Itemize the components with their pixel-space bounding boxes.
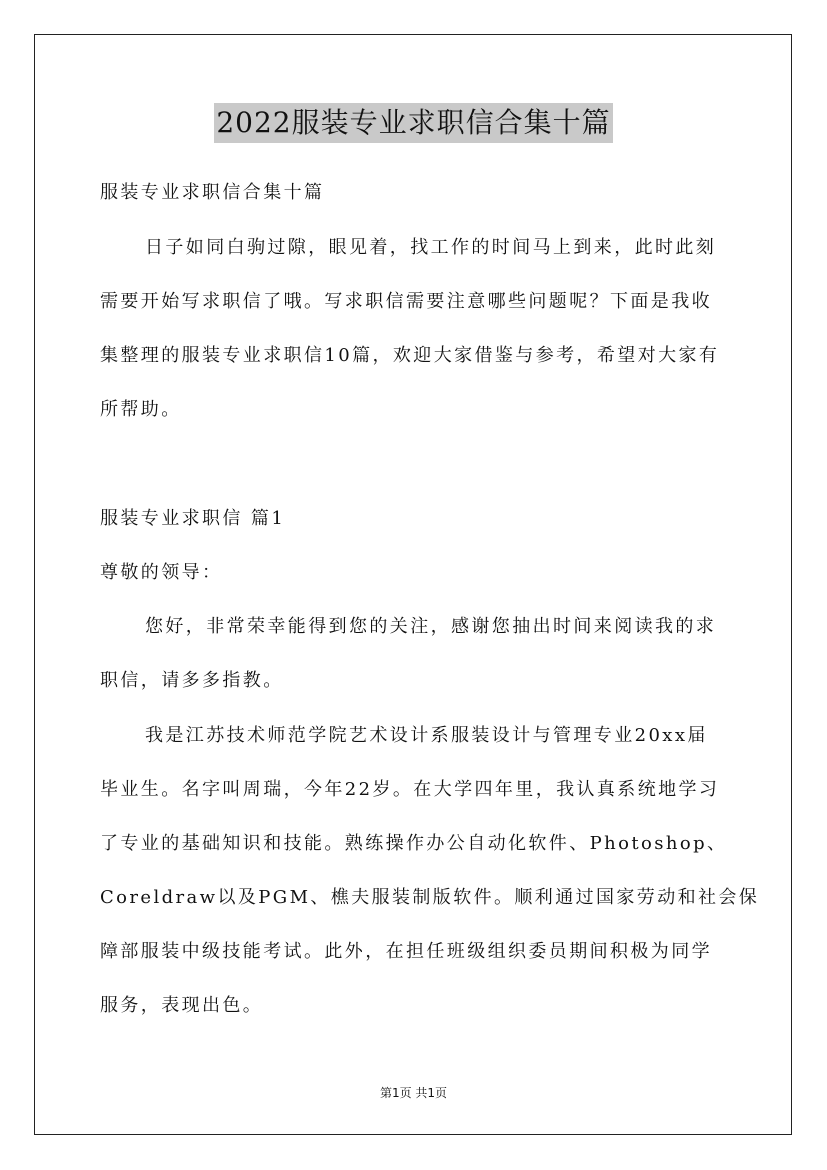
para2-line-3: 了专业的基础知识和技能。熟练操作办公自动化软件、Photoshop、: [100, 833, 728, 854]
salutation: 尊敬的领导：: [100, 562, 223, 583]
section-heading: 服装专业求职信 篇1: [100, 508, 286, 529]
para2-line-2: 毕业生。名字叫周瑞，今年22岁。在大学四年里，我认真系统地学习: [100, 779, 720, 800]
intro-line-3: 集整理的服装专业求职信10篇，欢迎大家借鉴与参考，希望对大家有: [100, 345, 720, 366]
title-container: [0, 103, 827, 143]
para2-line-6: 服务，表现出色。: [100, 995, 264, 1016]
para1-line-1: 您好，非常荣幸能得到您的关注，感谢您抽出时间来阅读我的求: [145, 616, 717, 637]
intro-line-2: 需要开始写求职信了哦。写求职信需要注意哪些问题呢？下面是我收: [100, 291, 712, 312]
intro-line-1: 日子如同白驹过隙，眼见着，找工作的时间马上到来，此时此刻: [145, 237, 717, 258]
para2-line-4: Coreldraw以及PGM、樵夫服装制版软件。顺利通过国家劳动和社会保: [100, 887, 760, 908]
intro-line-4: 所帮助。: [100, 399, 182, 420]
subtitle: 服装专业求职信合集十篇: [100, 182, 325, 203]
document-title: 2022服装专业求职信合集十篇: [214, 103, 612, 143]
page-number: 第1页 共1页: [379, 1086, 448, 1100]
para1-line-2: 职信，请多多指教。: [100, 670, 284, 691]
para2-line-1: 我是江苏技术师范学院艺术设计系服装设计与管理专业20xx届: [145, 725, 708, 746]
para2-line-5: 障部服装中级技能考试。此外，在担任班级组织委员期间积极为同学: [100, 941, 712, 962]
